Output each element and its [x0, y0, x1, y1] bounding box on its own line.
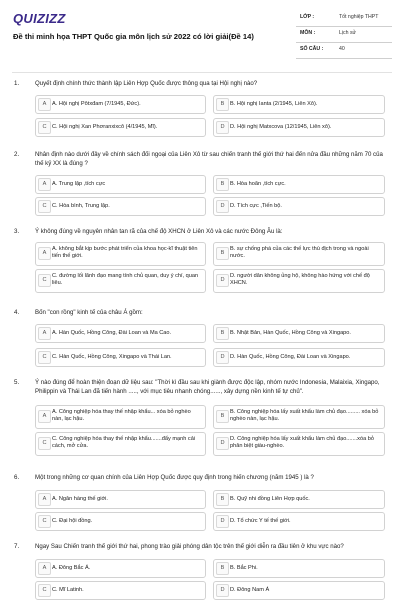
option-text: A. Ngân hàng thế giới. [52, 496, 108, 502]
answer-option-d[interactable] [213, 348, 385, 367]
option-letter: C [38, 274, 51, 287]
option-text: D. Công nghiệp hóa lấy xuất khẩu làm chủ đạo.......xóa bỏ phân biệt giàu-nghèo. [230, 436, 374, 449]
question-text: Ngay Sau Chiến tranh thế giới thứ hai, phong trào giải phóng dân tộc trên thế giới diễn ra đầu tiên ở khu vực nào? [35, 543, 344, 550]
answer-option-c[interactable] [35, 269, 206, 293]
option-letter: D [216, 200, 229, 213]
option-text: D. Tích cực ,Tiến bộ. [230, 203, 282, 209]
worksheet-header [0, 0, 400, 66]
option-letter: C [38, 351, 51, 364]
option-text: A. Hàn Quốc, Hồng Công, Đài Loan và Ma Cao. [52, 330, 172, 336]
answer-option-c[interactable] [35, 197, 206, 216]
option-letter: B [216, 98, 229, 111]
meta-value: 40 [339, 46, 345, 52]
option-text: D. Tổ chức Y tế thế giới. [230, 518, 291, 524]
answer-option-a[interactable] [35, 324, 206, 343]
option-text: C. Mĩ Latinh. [52, 587, 84, 593]
option-letter: A [38, 178, 51, 191]
option-text: A. Hội nghị Pôtxđam (7/1945, Đức). [52, 101, 141, 107]
option-text: B. Nhật Bản, Hàn Quốc, Hồng Công và Xingapo. [230, 330, 351, 336]
question-text: Bốn "con rồng" kinh tế của châu Á gồm: [35, 309, 143, 316]
option-text: C. Công nghiệp hóa thay thế nhập khẩu.......đẩy mạnh cải cách, mở cửa. [52, 436, 196, 449]
option-letter: A [38, 493, 51, 506]
option-text: B. Hội nghị Ianta (2/1945, Liên Xô). [230, 101, 318, 107]
option-text: A. Đông Bắc Á. [52, 565, 91, 571]
option-letter: A [38, 98, 51, 111]
answer-option-c[interactable] [35, 512, 206, 531]
question-number: 2. [14, 151, 20, 158]
option-letter: B [216, 178, 229, 191]
option-letter: A [38, 327, 51, 340]
option-text: B. Bắc Phi. [230, 565, 258, 571]
option-text: A. Công nghiệp hóa thay thế nhập khẩu... xóa bỏ nghèo nàn, lạc hậu. [52, 409, 191, 422]
answer-option-c[interactable] [35, 348, 206, 367]
answer-option-c[interactable] [35, 118, 206, 137]
answer-option-b[interactable] [213, 490, 385, 509]
option-letter: B [216, 562, 229, 575]
question-number: 1. [14, 80, 20, 87]
answer-option-a[interactable] [35, 242, 206, 266]
meta-label: MÔN : [300, 30, 316, 36]
option-letter: B [216, 247, 229, 260]
answer-option-a[interactable] [35, 559, 206, 578]
meta-row-subject [296, 27, 392, 43]
meta-value: Tốt nghiệp THPT [339, 14, 379, 20]
answer-option-d[interactable] [213, 118, 385, 137]
option-text: C. Hội nghị Xan Phơranxixcô (4/1945, Mĩ). [52, 124, 158, 130]
meta-label: SỐ CÂU : [300, 46, 324, 52]
answer-option-b[interactable] [213, 324, 385, 343]
option-text: C. Đại hội đồng. [52, 518, 93, 524]
answer-option-c[interactable] [35, 432, 206, 456]
option-text: C. Hòa bình, Trung lập. [52, 203, 110, 209]
option-letter: B [216, 327, 229, 340]
answer-option-a[interactable] [35, 490, 206, 509]
option-text: B. Hòa hoãn ,tích cực. [230, 181, 286, 187]
answer-option-b[interactable] [213, 175, 385, 194]
option-letter: D [216, 437, 229, 450]
answer-option-a[interactable] [35, 95, 206, 114]
option-text: D. Hàn Quốc, Hồng Công, Đài Loan và Xingapo. [230, 354, 351, 360]
answer-option-a[interactable] [35, 405, 206, 429]
question-text: Một trong những cơ quan chính của Liên Hợp Quốc được quy định trong hiến chương (năm 1945 ) là ? [35, 474, 314, 481]
option-letter: B [216, 493, 229, 506]
option-letter: C [38, 121, 51, 134]
answer-option-d[interactable] [213, 197, 385, 216]
option-letter: A [38, 410, 51, 423]
meta-row-count [296, 43, 392, 59]
question-number: 4. [14, 309, 20, 316]
question-text: Quyết định chính thức thành lập Liên Hợp Quốc được thông qua tại Hội nghị nào? [35, 80, 258, 87]
answer-option-c[interactable] [35, 581, 206, 600]
option-letter: C [38, 437, 51, 450]
option-letter: D [216, 351, 229, 364]
answer-option-d[interactable] [213, 581, 385, 600]
worksheet-meta [296, 11, 392, 59]
answer-option-b[interactable] [213, 242, 385, 266]
answer-option-d[interactable] [213, 512, 385, 531]
answer-option-a[interactable] [35, 175, 206, 194]
option-text: A. Trung lập ,tích cực [52, 181, 106, 187]
question-number: 3. [14, 228, 20, 235]
option-letter: C [38, 200, 51, 213]
answer-option-b[interactable] [213, 405, 385, 429]
question-number: 5. [14, 379, 20, 386]
meta-row-class [296, 11, 392, 27]
option-letter: D [216, 515, 229, 528]
option-letter: D [216, 274, 229, 287]
option-text: B. sự chống phá của các thế lực thù địch trong và ngoài nước. [230, 246, 369, 259]
option-text: B. Quỹ nhi đồng Liên Hợp quốc. [230, 496, 310, 502]
header-divider [12, 72, 392, 73]
option-text: C. đường lối lãnh đạo mang tính chủ quan, duy ý chí, quan liêu. [52, 273, 199, 286]
option-text: D. Đông Nam Á [230, 587, 270, 593]
option-letter: D [216, 584, 229, 597]
question-text: Ý không đúng về nguyên nhân tan rã của chế độ XHCN ở Liên Xô và các nước Đông Âu là: [35, 228, 283, 235]
quizizz-logo: QUIZIZZ [13, 11, 66, 26]
answer-option-b[interactable] [213, 559, 385, 578]
meta-value: Lịch sử [339, 30, 357, 36]
question-number: 7. [14, 543, 20, 550]
question-text: Ý nào đúng để hoàn thiện đoạn dữ liệu sau: "Thời kì đầu sau khi giành được độc lập, nhóm nước Indonesia, Malaixia, Xingapo, Philippin và Thái Lan đã tiến hành ....., với mục tiêu nhanh chóng......, xây dựng nền kinh tế tự chủ". [35, 379, 380, 395]
option-text: D. Hội nghị Matxcova (12/1945, Liên xô). [230, 124, 332, 130]
option-letter: D [216, 121, 229, 134]
option-letter: C [38, 584, 51, 597]
worksheet-title: Đề thi minh họa THPT Quốc gia môn lịch sử 2022 có lời giải(Đề 14) [13, 32, 254, 41]
answer-option-d[interactable] [213, 269, 385, 293]
answer-option-b[interactable] [213, 95, 385, 114]
option-letter: A [38, 562, 51, 575]
option-text: B. Công nghiệp hóa lấy xuất khẩu làm chủ đạo......... xóa bỏ nghèo nàn, lạc hậu. [230, 409, 379, 422]
question-text: Nhân định nào dưới đây về chính sách đối ngoại của Liên Xô từ sau chiến tranh thế giới thứ hai đến nửa đầu những năm 70 của thế kỷ XX là đúng ? [35, 151, 383, 167]
option-text: D. người dân không ủng hộ, không hào hứng với chế độ XHCN. [230, 273, 370, 286]
option-letter: A [38, 247, 51, 260]
meta-label: LỚP : [300, 14, 315, 20]
option-letter: B [216, 410, 229, 423]
option-letter: C [38, 515, 51, 528]
answer-option-d[interactable] [213, 432, 385, 456]
option-text: A. không bắt kịp bước phát triển của khoa học-kĩ thuật tiên tiến thế giới. [52, 246, 198, 259]
question-number: 6. [14, 474, 20, 481]
option-text: C. Hàn Quốc, Hồng Công, Xingapo và Thái Lan. [52, 354, 172, 360]
